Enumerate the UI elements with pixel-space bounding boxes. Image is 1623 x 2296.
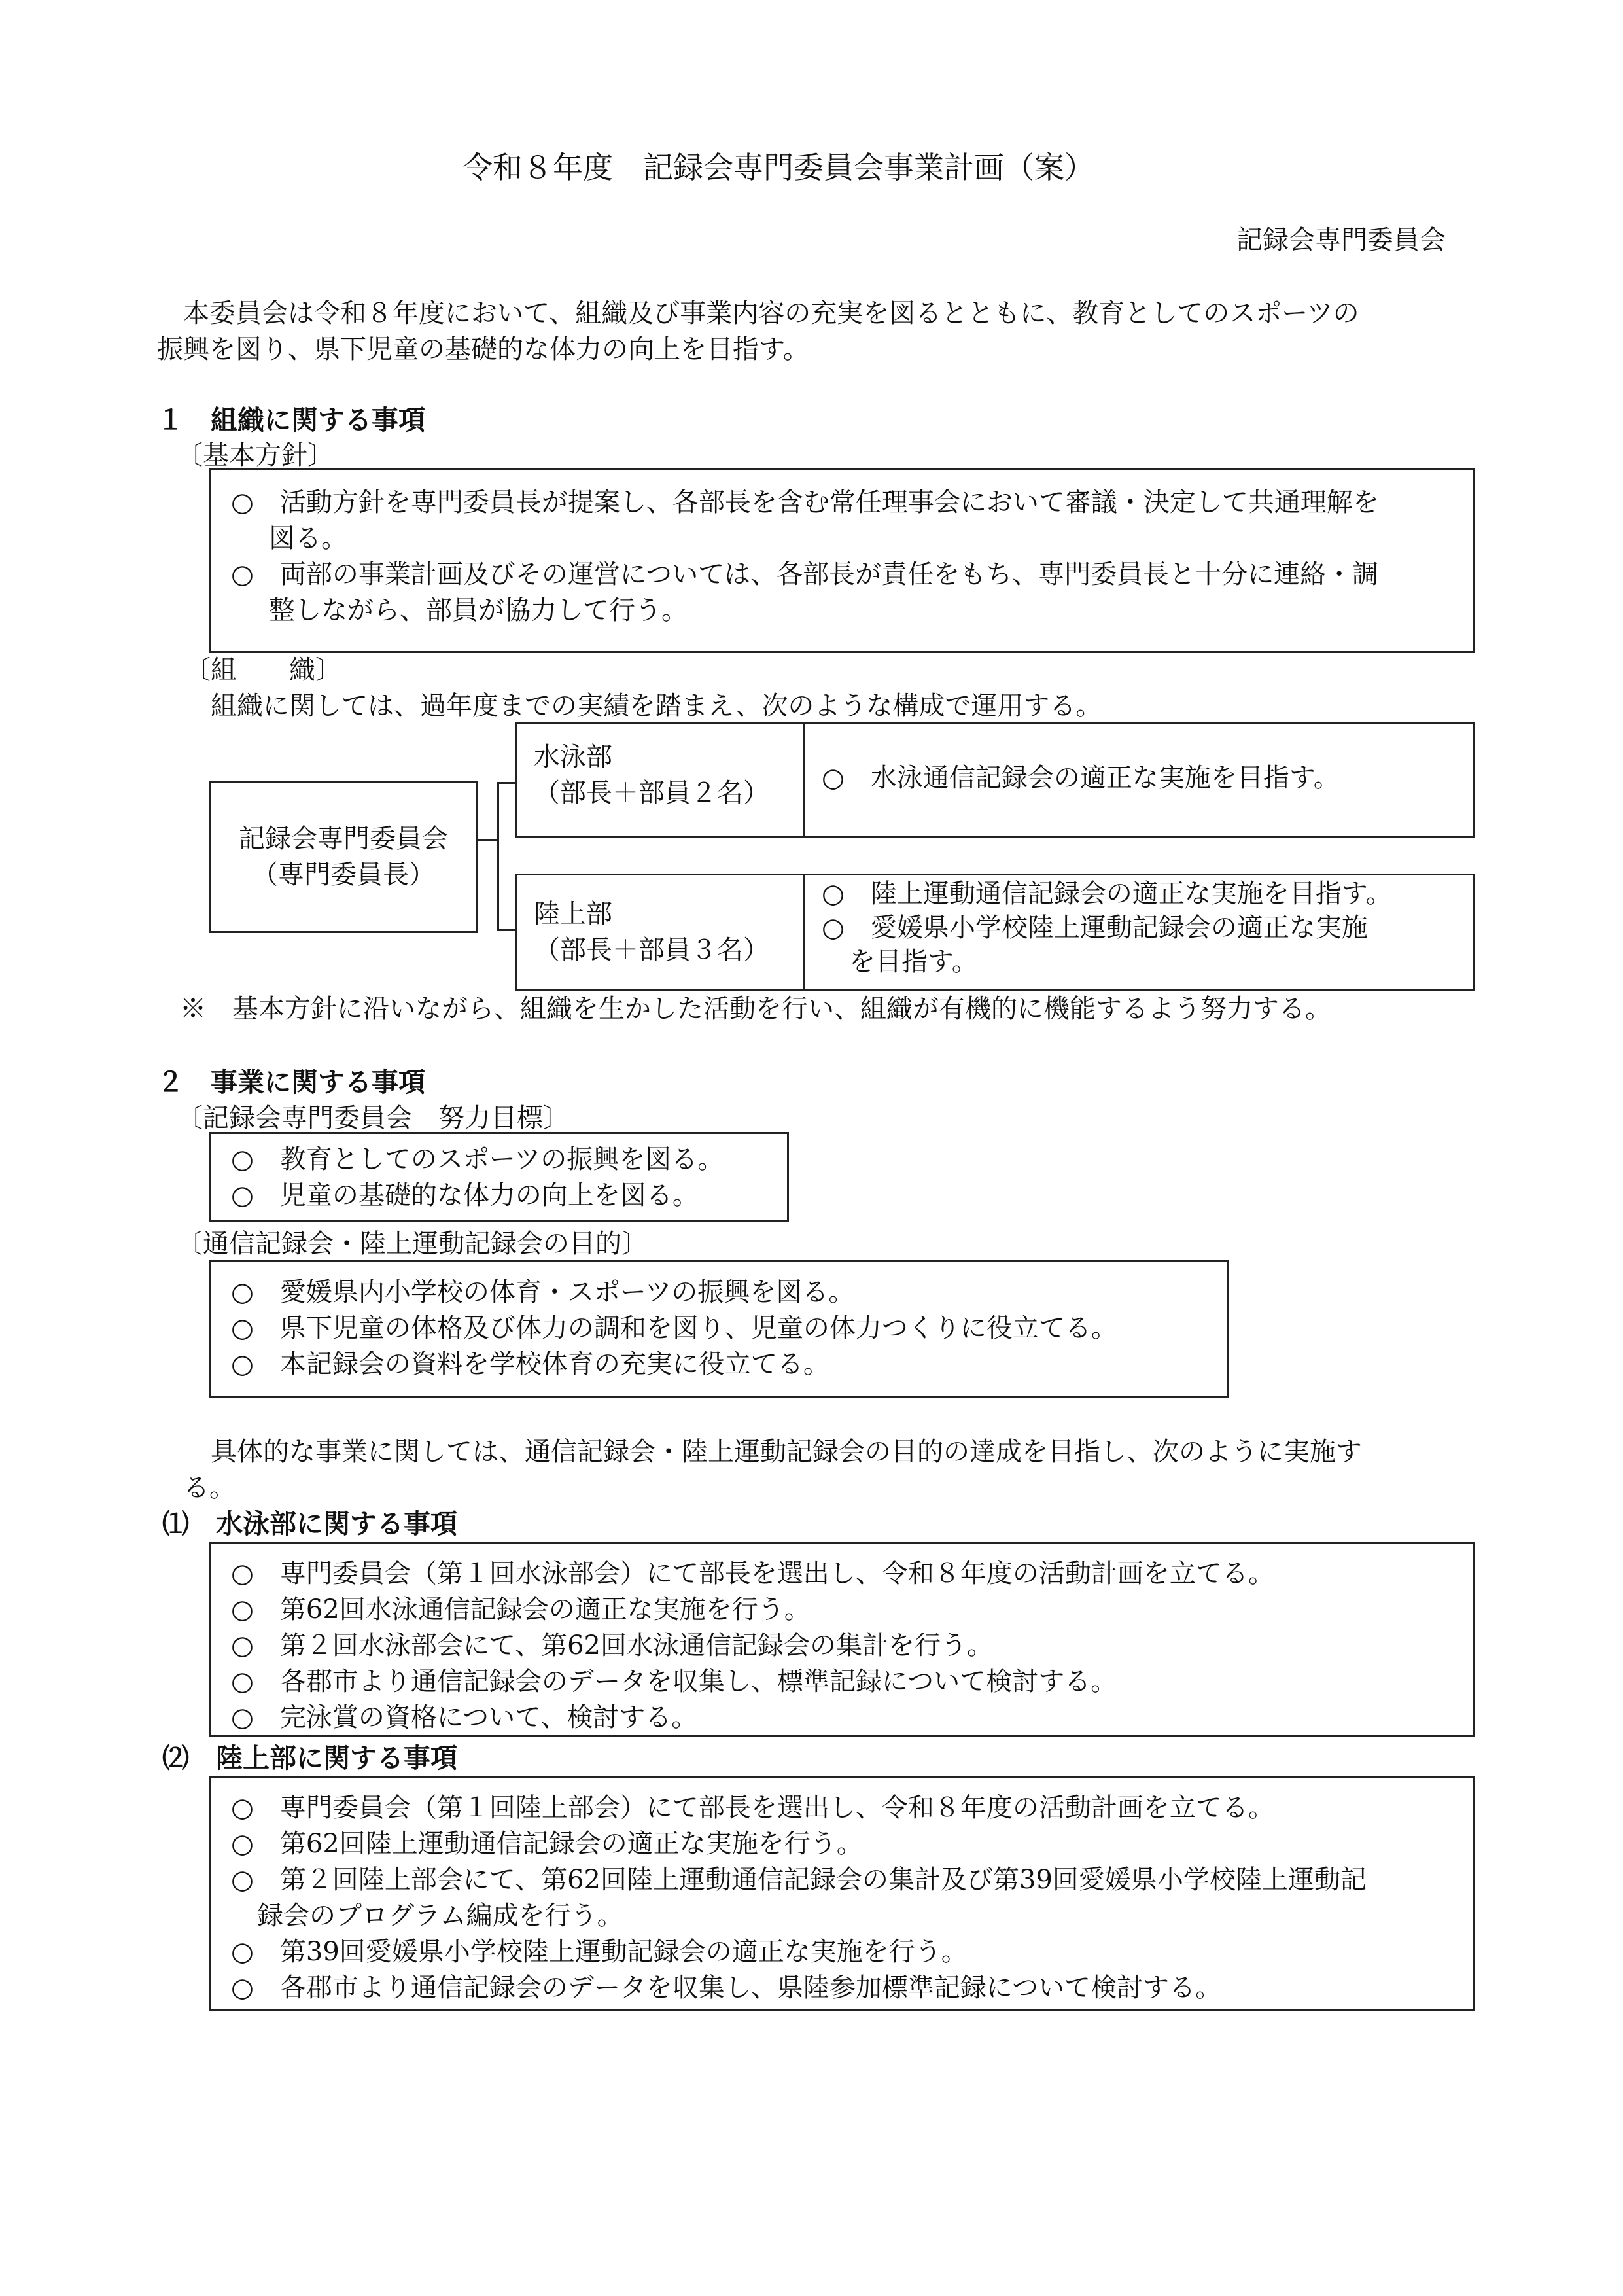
track-dept-label: 陸上部 xyxy=(534,899,612,929)
track-dept-goals xyxy=(805,875,1473,989)
track-goal-line: ○ 陸上運動通信記録会の適正な実施を目指す。 xyxy=(822,879,1392,909)
swim-plan-line: ○ 専門委員会（第１回水泳部会）にて部長を選出し、令和８年度の活動計画を立てる。 xyxy=(231,1559,1274,1589)
track-dept-name xyxy=(517,875,805,989)
track-plan-line: ○ 第２回陸上部会にて、第62回陸上運動通信記録会の集計及び第39回愛媛県小学校陸上運動記 xyxy=(231,1865,1367,1895)
section-1-heading: １ 組織に関する事項 xyxy=(157,404,425,436)
org-note: ※ 基本方針に沿いながら、組織を生かした活動を行い、組織が有機的に機能するよう努力する。 xyxy=(180,994,1331,1024)
swim-plan-line: ○ 各郡市より通信記録会のデータを収集し、標準記録について検討する。 xyxy=(231,1667,1117,1697)
concrete-line-2: る。 xyxy=(183,1473,236,1503)
swim-plan-line: ○ 第２回水泳部会にて、第62回水泳通信記録会の集計を行う。 xyxy=(231,1631,993,1661)
org-connector xyxy=(497,929,517,931)
org-intro: 組織に関しては、過年度までの実績を踏まえ、次のような構成で運用する。 xyxy=(211,691,1102,721)
swim-dept-row xyxy=(515,722,1475,838)
track-plan-box xyxy=(209,1776,1475,2011)
track-goal-line: を目指す。 xyxy=(849,947,978,977)
section-2-heading: ２ 事業に関する事項 xyxy=(157,1067,425,1098)
swim-plan-line: ○ 第62回水泳通信記録会の適正な実施を行う。 xyxy=(231,1595,811,1625)
swim-plan-line: ○ 完泳賞の資格について、検討する。 xyxy=(231,1703,698,1733)
swim-dept-members: （部長＋部員２名） xyxy=(534,778,769,808)
policy-label: 〔基本方針〕 xyxy=(177,440,334,470)
intro-line-2: 振興を図り、県下児童の基礎的な体力の向上を目指す。 xyxy=(157,334,809,364)
swim-goal-line: ○ 水泳通信記録会の適正な実施を目指す。 xyxy=(822,763,1340,793)
org-label: 〔組 織〕 xyxy=(184,655,341,685)
goal-line: ○ 教育としてのスポーツの振興を図る。 xyxy=(231,1144,724,1174)
policy-line: ○ 活動方針を専門委員長が提案し、各部長を含む常任理事会において審議・決定して共通理解を xyxy=(231,487,1379,518)
track-section-heading: ⑵ 陸上部に関する事項 xyxy=(162,1742,457,1774)
goal-box xyxy=(209,1132,789,1222)
track-plan-line: ○ 各郡市より通信記録会のデータを収集し、県陸参加標準記録について検討する。 xyxy=(231,1973,1222,2003)
track-goal-line: ○ 愛媛県小学校陸上運動記録会の適正な実施 xyxy=(822,913,1368,943)
page-title: 令和８年度 記録会専門委員会事業計画（案） xyxy=(462,150,1094,185)
author-line: 記録会専門委員会 xyxy=(1236,225,1446,255)
track-plan-line: 録会のプログラム編成を行う。 xyxy=(257,1901,623,1931)
purpose-line: ○ 本記録会の資料を学校体育の充実に役立てる。 xyxy=(231,1349,829,1379)
swim-section-heading: ⑴ 水泳部に関する事項 xyxy=(162,1508,457,1540)
purpose-box xyxy=(209,1260,1229,1398)
org-connector xyxy=(478,839,497,841)
purpose-line: ○ 県下児童の体格及び体力の調和を図り、児童の体力つくりに役立てる。 xyxy=(231,1313,1117,1343)
policy-line: 整しながら、部員が協力して行う。 xyxy=(269,595,688,626)
track-dept-members: （部長＋部員３名） xyxy=(534,935,769,965)
swim-plan-box xyxy=(209,1542,1475,1737)
org-connector xyxy=(497,782,517,784)
purpose-line: ○ 愛媛県内小学校の体育・スポーツの振興を図る。 xyxy=(231,1277,855,1307)
policy-line: 図る。 xyxy=(269,523,347,554)
track-plan-line: ○ 専門委員会（第１回陸上部会）にて部長を選出し、令和８年度の活動計画を立てる。 xyxy=(231,1793,1274,1823)
org-root-name: 記録会専門委員会 xyxy=(239,823,448,854)
track-plan-line: ○ 第39回愛媛県小学校陸上運動記録会の適正な実施を行う。 xyxy=(231,1937,968,1967)
org-root-role: （専門委員長） xyxy=(252,859,435,890)
policy-line: ○ 両部の事業計画及びその運営については、各部長が責任をもち、専門委員長と十分に連絡・調 xyxy=(231,559,1379,590)
goal-line: ○ 児童の基礎的な体力の向上を図る。 xyxy=(231,1180,699,1210)
policy-box xyxy=(209,468,1475,653)
goal-label: 〔記録会専門委員会 努力目標〕 xyxy=(177,1103,569,1133)
swim-dept-label: 水泳部 xyxy=(534,742,612,772)
org-connector xyxy=(497,782,499,931)
purpose-label: 〔通信記録会・陸上運動記録会の目的〕 xyxy=(177,1229,648,1259)
swim-dept-name xyxy=(517,724,805,836)
track-plan-line: ○ 第62回陸上運動通信記録会の適正な実施を行う。 xyxy=(231,1829,863,1859)
org-root-box xyxy=(209,781,478,933)
swim-dept-goal xyxy=(805,724,1473,836)
concrete-line-1: 具体的な事業に関しては、通信記録会・陸上運動記録会の目的の達成を目指し、次のように実施す xyxy=(211,1437,1362,1467)
track-dept-row xyxy=(515,874,1475,991)
intro-line-1: 本委員会は令和８年度において、組織及び事業内容の充実を図るとともに、教育としてのスポーツの xyxy=(183,298,1359,328)
